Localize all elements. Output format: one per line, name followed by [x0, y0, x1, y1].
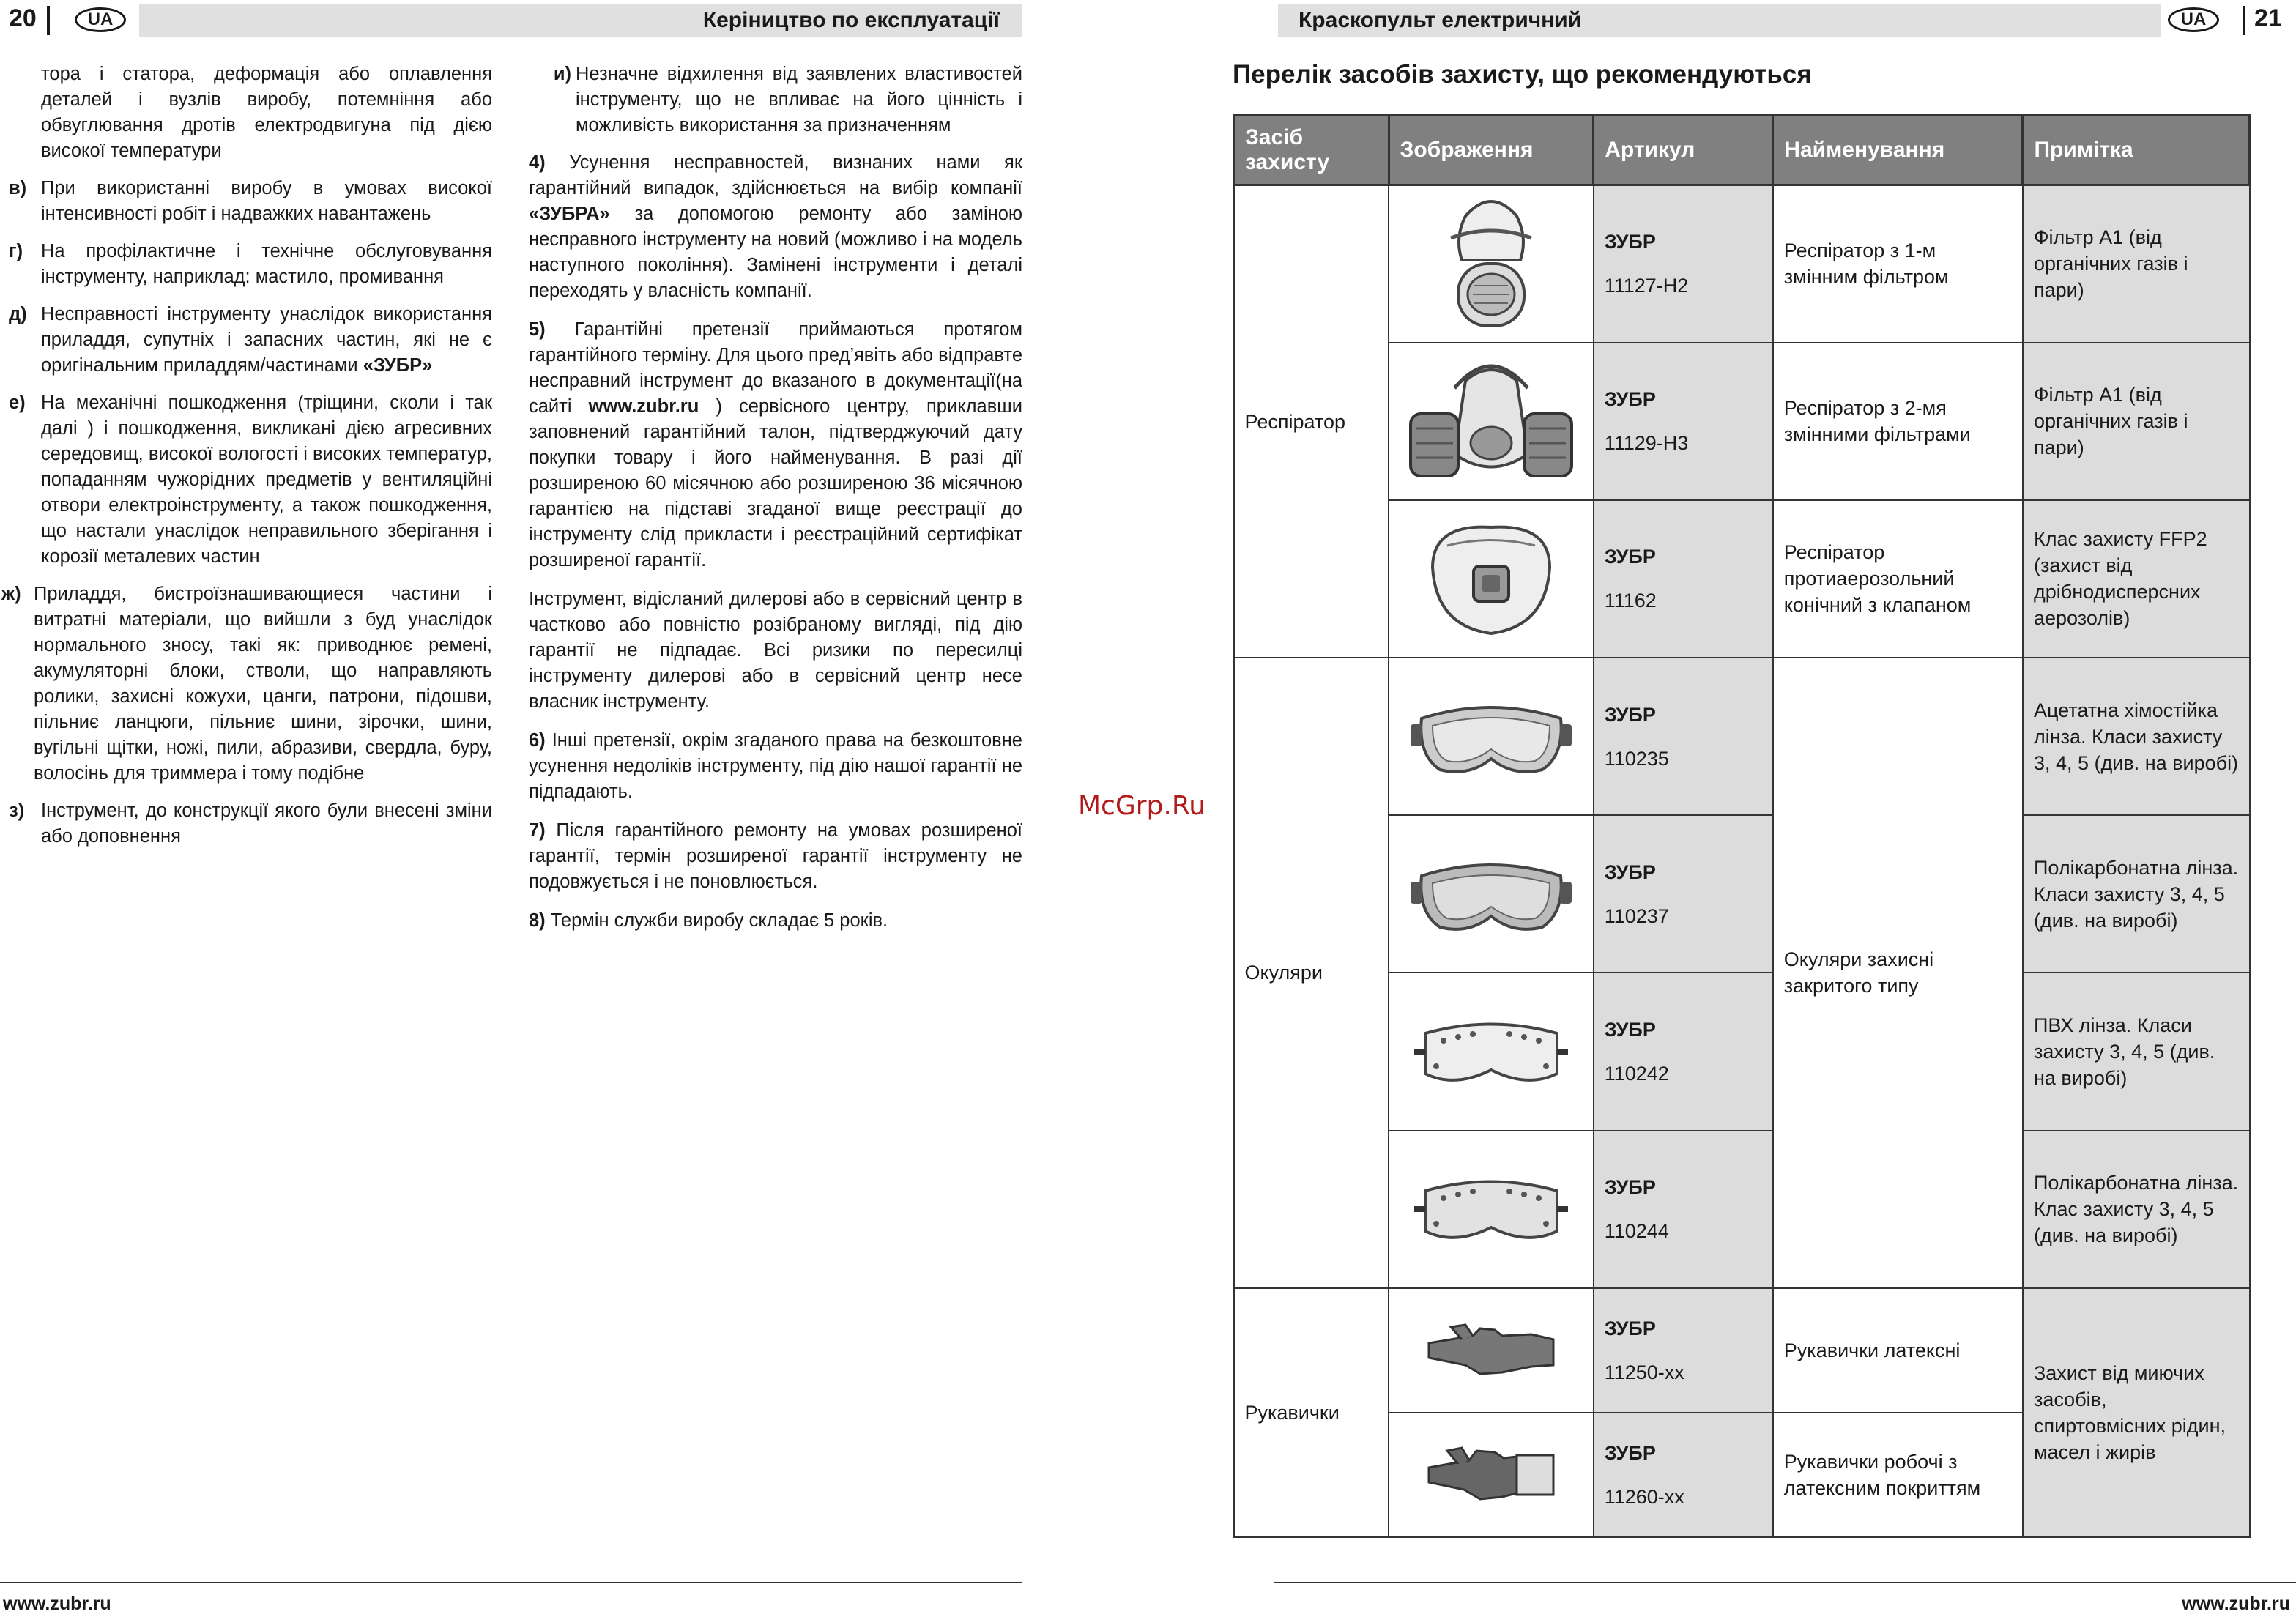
item-name-goggles: Окуляри захисні закритого типу [1773, 658, 2023, 1288]
article-code: 11127-Н2 [1604, 275, 1689, 297]
work-glove-icon [1422, 1435, 1561, 1515]
article-brand: ЗУБР [1604, 1441, 1656, 1464]
list-item-g: г) На профілактичне і технічне обслуговування інструменту, наприклад: мастило, промивання [9, 241, 492, 287]
list-item-v: в) При використанні виробу в умовах високої інтенсивності робіт і надважких навантажень [9, 178, 492, 224]
left-header-divider [47, 6, 50, 35]
twin-filter-respirator-icon [1403, 352, 1579, 491]
article-code: 110235 [1604, 747, 1669, 770]
left-column-1 [1, 62, 492, 861]
article-code: 110244 [1604, 1220, 1669, 1243]
item-note-gloves: Захист від миючих засобів, спиртовмісних рідин, масел і жирів [2023, 1288, 2250, 1537]
warranty-paragraph-4: 4) Усунення несправностей, визнаних нами як гарантійний випадок, здійснюється на вибір компанії «ЗУБРА» за допомогою ремонту або заміною несправного інструменту на новий (можливо і на модель наступного покоління). Замінені інструменти і деталі переходять у власність компанії. [529, 152, 1022, 301]
table-row [1234, 1288, 2250, 1413]
section-title: Перелік засобів захисту, що рекомендуються [1233, 60, 1812, 89]
item-name: Рукавички робочі з латексним покриттям [1773, 1413, 2023, 1537]
header-article: Артикул [1594, 115, 1773, 185]
list-item-d: д) Несправності інструменту унаслідок використання приладдя, супутніх і запасних частин, які не є оригінальним приладдям/частинами «ЗУБР» [9, 304, 492, 376]
category-respirator: Респіратор [1234, 185, 1389, 658]
article-brand: ЗУБР [1604, 546, 1656, 568]
right-page-number: 21 [2254, 4, 2282, 32]
table-row [1234, 658, 2250, 815]
website-link: www.zubr.ru [588, 396, 699, 417]
panoramic-goggles-icon [1411, 689, 1572, 784]
header-category: Засіб захисту [1234, 115, 1389, 185]
warranty-paragraph-6: 6) Інші претензії, окрім згаданого права на безкоштовне усунення недоліків інструменту, під дію нашої гарантії не підпадають. [529, 730, 1022, 802]
article-code: 11129-Н3 [1604, 432, 1689, 455]
article-brand: ЗУБР [1604, 703, 1656, 726]
item-note: Ацетатна хімостійка лінза. Класи захисту 3, 4, 5 (див. на виробі) [2023, 658, 2250, 815]
warranty-paragraph-7: 7) Після гарантійного ремонту на умовах розширеної гарантії, термін розширеної гарантії інструменту не подовжується і не поновлюється. [529, 820, 1022, 892]
valved-dust-mask-icon [1418, 516, 1564, 641]
list-item-e: е) На механічні пошкодження (тріщини, сколи і так далі ) і пошкодження, викликані дією агресивних середовищ, високої вологості і високих температур, попаданням чужорідних предметів у вентиляційні отвори електроінструменту, а також пошкодження, що настали унаслідок неправильного зберігання і корозії металевих частин [9, 393, 492, 567]
article-brand: ЗУБР [1604, 1018, 1656, 1041]
right-header-divider [2243, 6, 2245, 35]
header-name: Найменування [1773, 115, 2023, 185]
item-name: Респіратор з 1-м змінним фільтром [1773, 185, 2023, 343]
article-brand: ЗУБР [1604, 388, 1656, 411]
article-brand: ЗУБР [1604, 1176, 1656, 1199]
article-brand: ЗУБР [1604, 231, 1656, 253]
right-footer-url[interactable]: www.zubr.ru [2182, 1594, 2290, 1614]
ppe-table [1233, 114, 2251, 1538]
panoramic-goggles-icon [1411, 847, 1572, 942]
article-code: 11260-хх [1604, 1485, 1684, 1508]
article-code: 11162 [1604, 590, 1657, 612]
category-goggles: Окуляри [1234, 658, 1389, 1288]
latex-glove-icon [1422, 1314, 1561, 1387]
list-item-z: з) Інструмент, до конструкції якого були внесені зміни або доповнення [9, 800, 492, 847]
left-column-2 [529, 62, 1022, 947]
left-header-title: Керіництво по експлуатації [702, 8, 1000, 32]
list-item-continued: тора і статора, деформація або оплавлення деталей і вузлів виробу, потемніння або обвуглювання дротів електродвигуна під дією високої температури [41, 64, 492, 161]
item-name: Респіратор протиаерозольний конічний з клапаном [1773, 500, 2023, 658]
table-row [1234, 185, 2250, 343]
half-mask-respirator-icon [1436, 194, 1546, 333]
article-code: 110242 [1604, 1062, 1669, 1085]
left-footer-line [0, 1582, 1022, 1583]
article-brand: ЗУБР [1604, 1317, 1656, 1339]
list-item-i: и) Незначне відхилення від заявлених властивостей інструменту, що не впливає на його цінність і можливість використання за призначенням [553, 64, 1022, 135]
warranty-paragraph-shipping: Інструмент, відісланий дилерові або в сервісний центр в частково або повністю розібраному вигляді, під дію гарантії не підпадає. Всі ризики по пересилці інструменту дилерові або в сервісний центр несе власник інструменту. [529, 589, 1022, 712]
item-note: Полікарбонатна лінза. Класи захисту 3, 4, 5 (див. на виробі) [2023, 815, 2250, 973]
article-code: 110237 [1604, 904, 1669, 927]
left-page-number: 20 [9, 4, 37, 32]
item-note: Полікарбонатна лінза. Клас захисту 3, 4, 5 (див. на виробі) [2023, 1131, 2250, 1288]
item-name: Рукавички латексні [1773, 1288, 2023, 1413]
watermark-text: McGrp.Ru [1078, 791, 1206, 821]
category-gloves: Рукавички [1234, 1288, 1389, 1537]
header-image: Зображення [1389, 115, 1594, 185]
item-note: Фільтр А1 (від органічних газів і пари) [2023, 185, 2250, 343]
right-footer-line [1274, 1582, 2296, 1583]
table-header-row [1234, 115, 2250, 185]
left-footer-url[interactable]: www.zubr.ru [3, 1594, 111, 1614]
vented-goggles-icon [1411, 1000, 1572, 1103]
item-note: ПВХ лінза. Класи захисту 3, 4, 5 (див. на виробі) [2023, 973, 2250, 1130]
article-brand: ЗУБР [1604, 860, 1656, 883]
right-header-title: Краскопульт електричний [1299, 8, 1582, 32]
warranty-paragraph-5: 5) Гарантійні претензії приймаються протягом гарантійного терміну. Для цього пред’явіть або відправте несправний інструмент до вказаного в документації(на сайті www.zubr.ru ) сервісного центру, приклавши заповнений гарантійний талон, підтверджуючий дату покупки товару і його найменування. В разі дії розширеною 60 місячною або розширеною 36 місячною гарантією на підставі згаданої вище реєстрації до інструменту слід прикласти і реєстраційний сертифікат розширеної гарантії. [529, 319, 1022, 570]
header-note: Примітка [2023, 115, 2250, 185]
article-code: 11250-хх [1604, 1361, 1684, 1383]
right-header-bar [1278, 4, 2161, 37]
left-header-bar [139, 4, 1022, 37]
item-note: Фільтр А1 (від органічних газів і пари) [2023, 343, 2250, 500]
item-note: Клас захисту FFP2 (захист від дрібнодисперсних аерозолів) [2023, 500, 2250, 658]
right-lang-badge: UA [2168, 7, 2219, 32]
warranty-paragraph-8: 8) Термін служби виробу складає 5 років. [529, 910, 888, 931]
left-lang-badge: UA [75, 7, 126, 32]
item-name: Респіратор з 2-мя змінними фільтрами [1773, 343, 2023, 500]
list-item-zh: ж) Приладдя, бистроїзнашивающиеся частини і витратні матеріали, що вийшли з буд унаслідок нормального зносу, такі як: приводнює ремені, акумуляторні блоки, стволи, що направляють ролики, захисні кожухи, цанги, патрони, підошви, пільниє ланцюги, пільниє шини, зірочки, шини, вугільні щітки, ножі, пили, абразиви, свердла, буру, волосінь для триммера і тому подібне [1, 584, 492, 784]
vented-goggles-icon [1411, 1158, 1572, 1260]
